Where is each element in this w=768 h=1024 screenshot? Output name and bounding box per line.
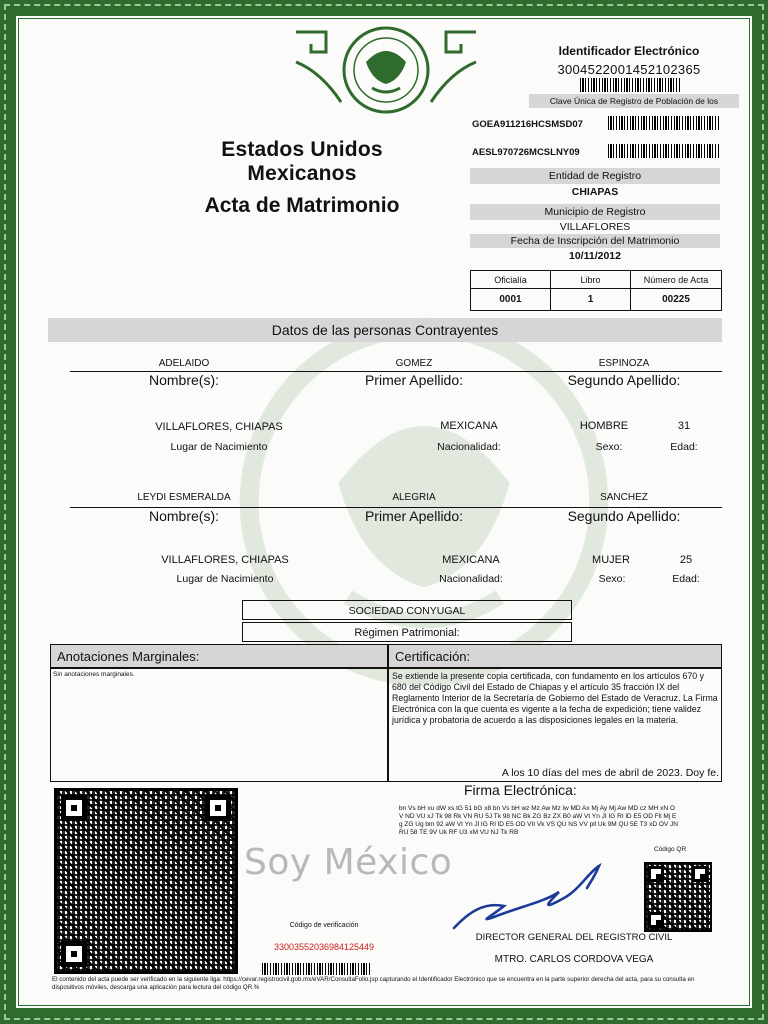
director-title: DIRECTOR GENERAL DEL REGISTRO CIVIL [475, 932, 673, 943]
p2-nacionalidad-label: Nacionalidad: [439, 573, 503, 585]
certificacion-body [388, 668, 722, 782]
acta-label: Número de Acta [631, 271, 722, 289]
p1-nacionalidad-label: Nacionalidad: [437, 441, 501, 453]
firma-code: bn Vs bH xu dW xs tG 51 bG x8 bn Vs bH wz Mz Aw Mz lw MD Ax Mj Ay Mj Aw MD cz MH xN OV ND VU xJ Tk 98 Rk VN RU 5J Tk 98 NC Bk ZG Bz ZX B0 aW Vt Yn JI IG RI lD E5 OD Fll Mj Eg ZG Ug bm 92 aW Vt Yn Jl IG RI lD E5 OD VII Vk VS QU NS VV pll Uk 9M QU 5E T3 xD OV JN RU 58 TE 9V Uk RF U3 xM VU NJ Tk RB [399, 805, 678, 836]
fecha-label: Fecha de Inscripción del Matrimonio [470, 234, 720, 248]
p2-edad-label: Edad: [672, 573, 700, 585]
certificacion-text: Se extiende la presente copia certificada, con fundamento en los artículos 670 y 680 del Código Civil del Estado de Chiapas y el artículo 35 fracción IX del Reglamento Interior de la Secretaría de Gobierno del Estado de Veracruz. La Firma Electrónica con la que cuenta es vigente a la fecha de expedición; tiene validez jurídica y probatoria de acuerdo a las disposiciones legales en la materia. [392, 671, 718, 725]
national-seal-icon [286, 22, 486, 122]
acta-value: 00225 [631, 289, 722, 311]
qr-small-label: Código QR [654, 846, 687, 853]
p1-sexo-label: Sexo: [595, 441, 623, 453]
curp-1-barcode [608, 116, 720, 130]
oficialia-value: 0001 [471, 289, 551, 311]
p2-primer-apellido-label: Primer Apellido: [364, 508, 464, 524]
p1-nacionalidad: MEXICANA [440, 420, 498, 432]
libro-label: Libro [551, 271, 631, 289]
municipio-label: Municipio de Registro [470, 204, 720, 220]
fecha-value: 10/11/2012 [569, 250, 621, 262]
regimen-label: Régimen Patrimonial: [242, 622, 572, 642]
acta-document [24, 22, 744, 1000]
curp-1: GOEA911216HCSMSD07 [472, 119, 583, 130]
p1-nombre: ADELAIDO [158, 358, 210, 369]
libro-value: 1 [551, 289, 631, 311]
p2-edad: 25 [679, 554, 693, 566]
p1-primer-apellido-label: Primer Apellido: [364, 372, 464, 388]
verification-number: 33003552036984125449 [273, 942, 375, 952]
curp-2: AESL970726MCSLNY09 [472, 147, 580, 158]
p2-nombre-label: Nombre(s): [148, 508, 219, 524]
registro-box [470, 168, 720, 264]
regimen-value: SOCIEDAD CONYUGAL [242, 600, 572, 620]
footer-note: El contenido del acta puede ser verificado en la siguiente liga: https://cevar.registrocivil.gob.mx/eVAR/ConsultaFolio.jsp capturando el Identificador Electrónico que se encuentra en la parte superior derecha del acta, para su consulta en dispositivos móviles, descarga una aplicación para lectura del código QR.% [52, 976, 695, 991]
p1-lugar-label: Lugar de Nacimiento [170, 441, 268, 453]
entidad-label: Entidad de Registro [470, 168, 720, 184]
anotaciones-text: Sin anotaciones marginales. [53, 671, 135, 678]
electronic-id-label: Identificador Electrónico [558, 44, 700, 58]
soy-mexico-watermark: Soy México [244, 842, 453, 883]
p2-sexo: MUJER [592, 554, 630, 566]
section-title: Datos de las personas Contrayentes [48, 318, 722, 342]
document-title: Acta de Matrimonio [204, 194, 400, 217]
anotaciones-title: Anotaciones Marginales: [50, 644, 388, 668]
verification-barcode [262, 963, 370, 975]
p2-primer-apellido: ALEGRIA [392, 492, 436, 503]
p1-edad-label: Edad: [670, 441, 698, 453]
small-qr-code [644, 862, 712, 932]
curp-2-barcode [608, 144, 720, 158]
verification-label: Código de verificación [289, 922, 359, 929]
p1-sexo: HOMBRE [579, 420, 629, 432]
p2-nombre: LEYDI ESMERALDA [137, 492, 231, 503]
signature-icon [449, 862, 609, 934]
id-barcode [580, 78, 680, 92]
p1-segundo-apellido: ESPINOZA [598, 358, 650, 369]
certificacion-title: Certificación: [388, 644, 722, 668]
p2-lugar: VILLAFLORES, CHIAPAS [161, 554, 289, 566]
oficialia-table [470, 270, 722, 311]
country-title: Estados Unidos Mexicanos [221, 138, 383, 185]
anotaciones-body [50, 668, 388, 782]
electronic-id-number: 3004522001452102365 [557, 62, 701, 77]
p1-segundo-apellido-label: Segundo Apellido: [567, 372, 681, 388]
p1-edad: 31 [677, 420, 691, 432]
firma-label: Firma Electrónica: [464, 782, 577, 798]
certificacion-fecha: A los 10 días del mes de abril de 2023. Doy fe. [501, 767, 719, 779]
entidad-value: CHIAPAS [571, 186, 619, 198]
p2-segundo-apellido-label: Segundo Apellido: [567, 508, 681, 524]
p1-primer-apellido: GOMEZ [395, 358, 433, 369]
director-name: MTRO. CARLOS CORDOVA VEGA [494, 954, 654, 965]
verification-qr-code [54, 788, 238, 974]
p1-nombre-label: Nombre(s): [148, 372, 219, 388]
p2-nacionalidad: MEXICANA [442, 554, 500, 566]
p1-lugar: VILLAFLORES, CHIAPAS [155, 421, 283, 433]
p2-segundo-apellido: SANCHEZ [600, 492, 648, 503]
p2-lugar-label: Lugar de Nacimiento [176, 573, 274, 585]
p2-sexo-label: Sexo: [598, 573, 626, 585]
oficialia-label: Oficialía [471, 271, 551, 289]
curp-label: Clave Única de Registro de Población de los [529, 94, 739, 108]
municipio-value: VILLAFLORES [559, 221, 631, 233]
